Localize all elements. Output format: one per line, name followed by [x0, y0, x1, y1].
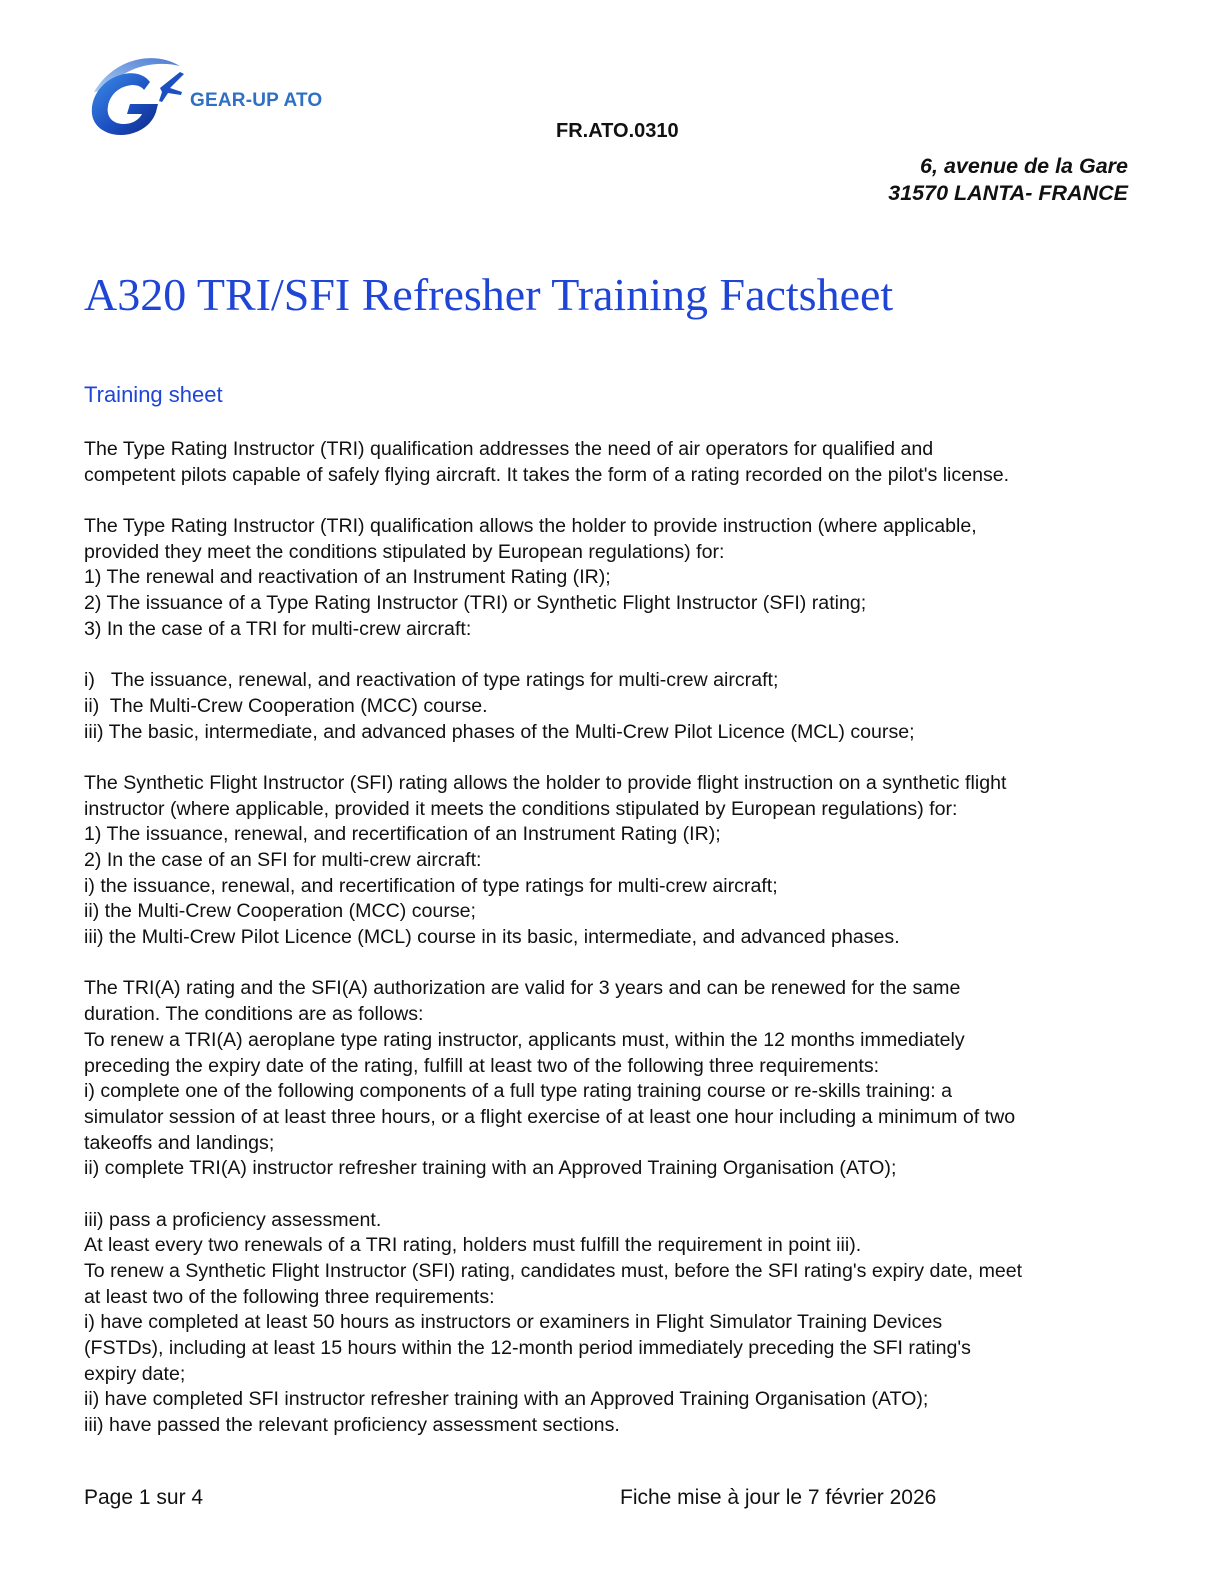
section-heading: Training sheet	[84, 382, 223, 407]
list-multi-crew-tri	[84, 668, 1144, 745]
text-line: duration. The conditions are as follows:	[84, 1003, 424, 1026]
list-item: 1) The issuance, renewal, and recertification of an Instrument Rating (IR);	[84, 823, 721, 846]
address-line-1: 6, avenue de la Gare	[920, 154, 1128, 178]
text-line: expiry date;	[84, 1362, 186, 1385]
body-content	[84, 437, 1144, 1439]
list-item: 2) The issuance of a Type Rating Instructor (TRI) or Synthetic Flight Instructor (SFI) rating;	[84, 592, 867, 615]
address-line-2: 31570 LANTA- FRANCE	[888, 181, 1128, 205]
text-line: At least every two renewals of a TRI rating, holders must fulfill the requirement in point iii).	[84, 1234, 862, 1257]
paragraph-validity-tri-renewal	[84, 976, 1144, 1182]
text-line: To renew a TRI(A) aeroplane type rating instructor, applicants must, within the 12 months immediately	[84, 1028, 965, 1051]
list-item: iii) The basic, intermediate, and advanced phases of the Multi-Crew Pilot Licence (MCL) course;	[84, 720, 915, 743]
paragraph-sfi-renewal	[84, 1208, 1144, 1439]
gear-up-ato-logo	[84, 52, 354, 138]
list-item: ii) The Multi-Crew Cooperation (MCC) course.	[84, 694, 488, 717]
text-line: instructor (where applicable, provided it meets the conditions stipulated by European regulations) for:	[84, 797, 958, 820]
list-item: 1) The renewal and reactivation of an Instrument Rating (IR);	[84, 566, 611, 589]
list-item: iii) pass a proficiency assessment.	[84, 1208, 382, 1231]
text-line: competent pilots capable of safely flying aircraft. It takes the form of a rating recorded on the pilot's license.	[84, 463, 1010, 486]
list-item: i) The issuance, renewal, and reactivation of type ratings for multi-crew aircraft;	[84, 669, 779, 692]
text-line: takeoffs and landings;	[84, 1131, 275, 1154]
text-line: The Type Rating Instructor (TRI) qualification allows the holder to provide instruction (where applicable,	[84, 515, 977, 538]
page-number: Page 1 sur 4	[84, 1486, 204, 1509]
list-item: i) have completed at least 50 hours as instructors or examiners in Flight Simulator Training Devices	[84, 1311, 943, 1334]
text-line: provided they meet the conditions stipulated by European regulations) for:	[84, 540, 725, 563]
text-line: The Type Rating Instructor (TRI) qualification addresses the need of air operators for qualified and	[84, 438, 934, 460]
paragraph-tri-overview	[84, 437, 1144, 488]
text-line: The TRI(A) rating and the SFI(A) authorization are valid for 3 years and can be renewed for the same	[84, 977, 961, 1000]
ato-reference: FR.ATO.0310	[556, 120, 679, 142]
text-line: preceding the expiry date of the rating, fulfill at least two of the following three requirements:	[84, 1054, 880, 1077]
list-item: 2) In the case of an SFI for multi-crew aircraft:	[84, 849, 482, 871]
list-item: iii) have passed the relevant proficiency assessment sections.	[84, 1414, 620, 1437]
logo-g-emblem-icon	[84, 52, 194, 138]
list-item: ii) the Multi-Crew Cooperation (MCC) course;	[84, 900, 476, 923]
update-date: Fiche mise à jour le 7 février 2026	[620, 1486, 937, 1509]
list-item: iii) the Multi-Crew Pilot Licence (MCL) course in its basic, intermediate, and advanced phases.	[84, 926, 900, 949]
list-item: ii) have completed SFI instructor refresher training with an Approved Training Organisation (ATO);	[84, 1388, 929, 1411]
text-line: To renew a Synthetic Flight Instructor (SFI) rating, candidates must, before the SFI rating's expiry date, meet	[84, 1260, 1023, 1282]
text-line: The Synthetic Flight Instructor (SFI) rating allows the holder to provide flight instruction on a synthetic flight	[84, 771, 1007, 794]
list-item: 3) In the case of a TRI for multi-crew aircraft:	[84, 617, 472, 640]
list-item: i) complete one of the following components of a full type rating training course or re-skills training: a	[84, 1080, 953, 1103]
text-line: (FSTDs), including at least 15 hours within the 12-month period immediately preceding the SFI rating's	[84, 1337, 971, 1360]
logo-text: GEAR-UP ATO	[190, 90, 323, 111]
list-item: ii) complete TRI(A) instructor refresher training with an Approved Training Organisation (ATO);	[84, 1157, 897, 1180]
text-line: simulator session of at least three hours, or a flight exercise of at least one hour including a minimum of two	[84, 1105, 1016, 1128]
list-item: i) the issuance, renewal, and recertification of type ratings for multi-crew aircraft;	[84, 874, 778, 897]
paragraph-tri-privileges	[84, 514, 1144, 642]
text-line: at least two of the following three requirements:	[84, 1285, 495, 1308]
paragraph-sfi-privileges	[84, 771, 1144, 951]
address	[888, 153, 1128, 207]
page-title: A320 TRI/SFI Refresher Training Factsheet	[84, 269, 894, 320]
